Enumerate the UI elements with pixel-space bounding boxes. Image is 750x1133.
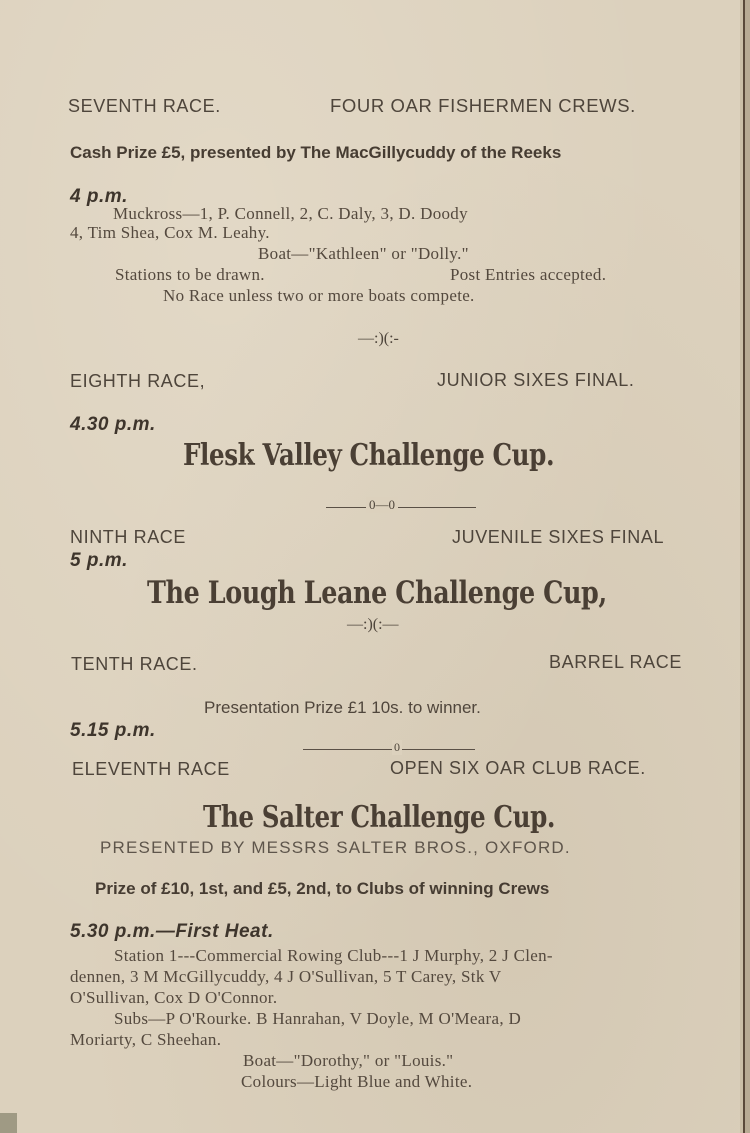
rule-divider bbox=[303, 749, 475, 750]
ornament-divider: —:)(:- bbox=[358, 330, 399, 347]
ninth-race-cup: The Lough Leane Challenge Cup, bbox=[147, 575, 607, 611]
ninth-race-title: JUVENILE SIXES FINAL bbox=[452, 527, 665, 547]
tenth-race-label: TENTH RACE. bbox=[71, 654, 198, 674]
eleventh-boat: Boat—"Dorothy," or "Louis." bbox=[243, 1051, 454, 1070]
eleventh-race-label: ELEVENTH RACE bbox=[72, 759, 230, 779]
tenth-race-time: 5.15 p.m. bbox=[70, 720, 156, 741]
eleventh-subs-line2: Moriarty, C Sheehan. bbox=[70, 1030, 222, 1049]
seventh-crew-line2: 4, Tim Shea, Cox M. Leahy. bbox=[70, 223, 270, 242]
seventh-race-time: 4 p.m. bbox=[70, 186, 128, 207]
page-corner-mark bbox=[0, 1113, 17, 1133]
ornament-divider: —:)(:— bbox=[347, 616, 399, 633]
eleventh-race-title: OPEN SIX OAR CLUB RACE. bbox=[390, 758, 646, 778]
ninth-race-label: NINTH RACE bbox=[70, 527, 187, 547]
eleventh-station-line2: dennen, 3 M McGillycuddy, 4 J O'Sullivan, 5 T Carey, Stk V bbox=[70, 967, 502, 986]
eleventh-station-line1: Station 1---Commercial Rowing Club---1 J Murphy, 2 J Clen- bbox=[114, 946, 553, 965]
binding-edge bbox=[740, 0, 750, 1133]
seventh-crew-line1: Muckross—1, P. Connell, 2, C. Daly, 3, D. Doody bbox=[113, 204, 468, 223]
eleventh-race-cup: The Salter Challenge Cup. bbox=[203, 800, 556, 835]
eleventh-colours: Colours—Light Blue and White. bbox=[241, 1072, 473, 1091]
eighth-race-time: 4.30 p.m. bbox=[70, 414, 156, 435]
seventh-condition: No Race unless two or more boats compete. bbox=[163, 286, 475, 305]
eighth-race-label: EIGHTH RACE, bbox=[70, 371, 206, 391]
eleventh-station-line3: O'Sullivan, Cox D O'Connor. bbox=[70, 988, 278, 1007]
circle-ornament: 0 bbox=[394, 740, 400, 754]
tenth-race-title: BARREL RACE bbox=[549, 652, 682, 672]
seventh-race-label: SEVENTH RACE. bbox=[68, 96, 221, 116]
seventh-race-title: FOUR OAR FISHERMEN CREWS. bbox=[330, 95, 636, 116]
eleventh-heat-time: 5.30 p.m.—First Heat. bbox=[70, 921, 274, 942]
circle-ornament: 0—0 bbox=[366, 497, 398, 513]
eighth-race-title: JUNIOR SIXES FINAL. bbox=[437, 370, 635, 390]
seventh-entries: Post Entries accepted. bbox=[450, 265, 607, 284]
rule-divider bbox=[326, 507, 476, 508]
seventh-boat: Boat—"Kathleen" or "Dolly." bbox=[258, 244, 469, 263]
eleventh-subs-line1: Subs—P O'Rourke. B Hanrahan, V Doyle, M O'Meara, D bbox=[114, 1009, 522, 1028]
eleventh-race-prize: Prize of £10, 1st, and £5, 2nd, to Clubs of winning Crews bbox=[95, 879, 550, 898]
ninth-race-time: 5 p.m. bbox=[70, 550, 128, 571]
eighth-race-cup: Flesk Valley Challenge Cup. bbox=[183, 438, 555, 473]
eleventh-presented-by: PRESENTED BY MESSRS SALTER BROS., OXFORD. bbox=[100, 838, 571, 857]
seventh-race-prize: Cash Prize £5, presented by The MacGillycuddy of the Reeks bbox=[70, 143, 562, 162]
tenth-race-prize: Presentation Prize £1 10s. to winner. bbox=[204, 698, 481, 717]
seventh-stations: Stations to be drawn. bbox=[115, 265, 265, 284]
